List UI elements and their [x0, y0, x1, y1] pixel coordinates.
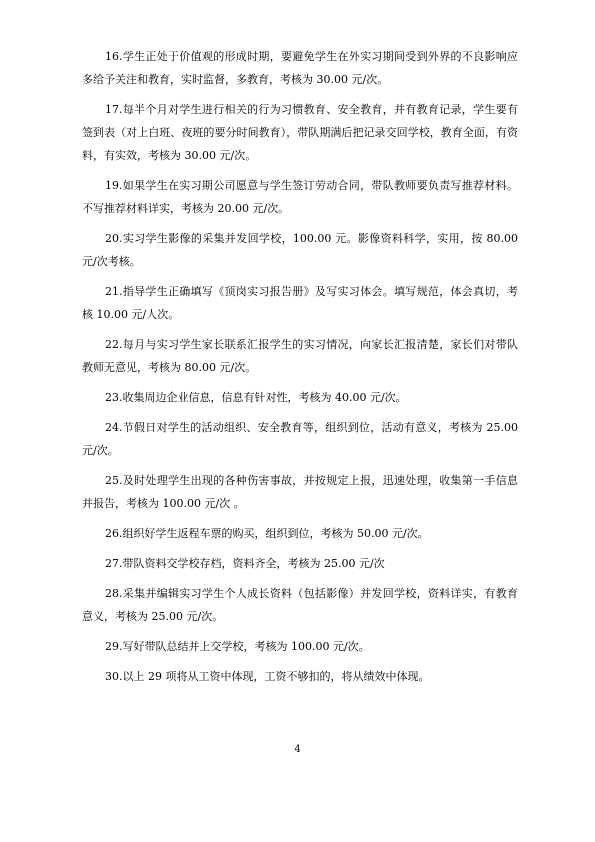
paragraph-27: 27.带队资料交学校存档，资料齐全，考核为 25.00 元/次 — [105, 557, 385, 570]
paragraph-25: 25.及时处理学生出现的各种伤害事故，并按规定上报，迅速处理，收集第一手信息并报告，考核为 100.00 元/次 。 — [82, 474, 518, 510]
paragraph-30: 30.以上 29 项将从工资中体现，工资不够扣的，将从绩效中体现。 — [105, 670, 430, 683]
document-body — [82, 45, 518, 695]
paragraph-20: 20.实习学生影像的采集并发回学校，100.00 元。影像资料科学，实用，按 80.00 元/次考核。 — [82, 232, 518, 268]
paragraph-28: 28.采集并编辑实习学生个人成长资料（包括影像）并发回学校，资料详实，有教育意义，考核为 25.00 元/次。 — [82, 587, 518, 623]
paragraph-24: 24.节假日对学生的活动组织、安全教育等，组织到位，活动有意义，考核为 25.00 元/次。 — [82, 421, 518, 457]
paragraph-16: 16.学生正处于价值观的形成时期，要避免学生在外实习期间受到外界的不良影响应多给予关注和教育，实时监督，多教育，考核为 30.00 元/次。 — [82, 50, 518, 86]
paragraph-22: 22.每月与实习学生家长联系汇报学生的实习情况，向家长汇报清楚，家长们对带队教师无意见，考核为 80.00 元/次。 — [82, 338, 518, 374]
paragraph-26: 26.组织好学生返程车票的购买，组织到位，考核为 50.00 元/次。 — [105, 527, 429, 540]
paragraph-23: 23.收集周边企业信息，信息有针对性，考核为 40.00 元/次。 — [105, 391, 407, 404]
paragraph-29: 29.写好带队总结并上交学校，考核为 100.00 元/次。 — [105, 640, 370, 653]
paragraph-17: 17.每半个月对学生进行相关的行为习惯教育、安全教育，并有教育记录，学生要有签到表（对上白班、夜班的要分时间教育），带队期满后把记录交回学校，教育全面，有资料，有实效，考核为 30.00 元/次。 — [82, 103, 518, 162]
page-number: 4 — [294, 744, 301, 755]
paragraph-19: 19.如果学生在实习期公司愿意与学生签订劳动合同，带队教师要负责写推荐材料。不写推荐材料详实，考核为 20.00 元/次。 — [82, 179, 518, 215]
paragraph-21: 21.指导学生正确填写《顶岗实习报告册》及写实习体会。填写规范，体会真切，考核 10.00 元/人次。 — [82, 285, 518, 321]
